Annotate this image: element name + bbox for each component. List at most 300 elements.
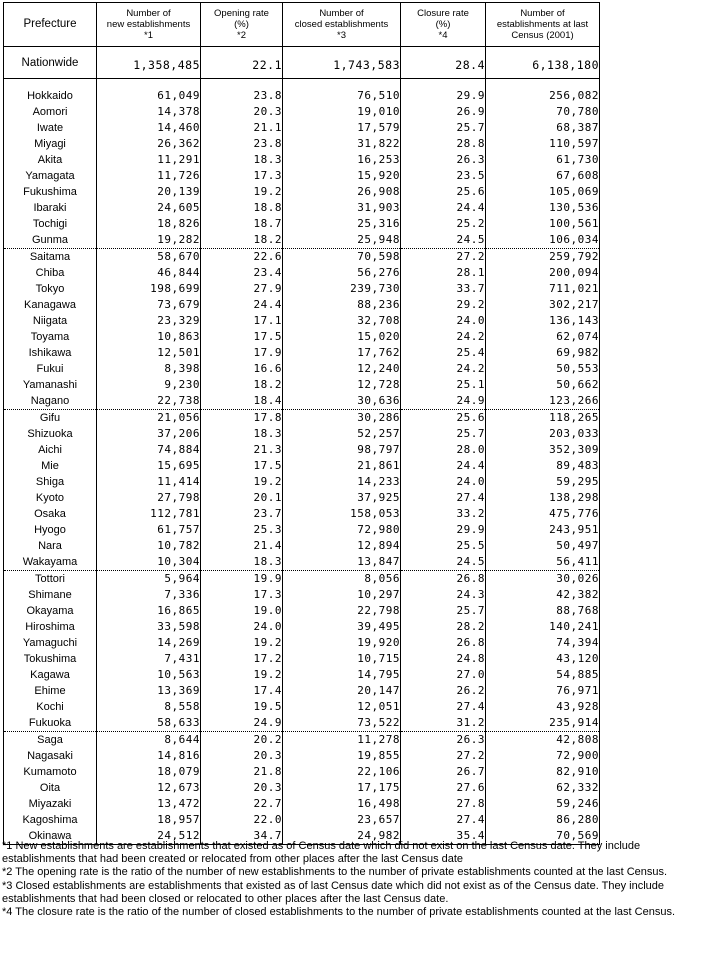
closed-establishments-cell: 12,240 [283, 361, 401, 377]
new-establishments-cell: 14,378 [97, 104, 201, 120]
prefecture-name-cell: Tochigi [4, 216, 97, 232]
last-census-cell: 43,120 [486, 651, 600, 667]
prefecture-name-cell: Kanagawa [4, 297, 97, 313]
last-census-cell: 110,597 [486, 136, 600, 152]
prefecture-name-cell: Kumamoto [4, 764, 97, 780]
nationwide-row [4, 47, 600, 79]
table-row [4, 104, 600, 120]
opening-rate-cell: 17.3 [201, 587, 283, 603]
prefecture-name-cell: Ishikawa [4, 345, 97, 361]
closure-rate-cell: 28.2 [401, 619, 486, 635]
last-census-cell: 72,900 [486, 748, 600, 764]
last-census-cell: 200,094 [486, 265, 600, 281]
last-census-cell: 74,394 [486, 635, 600, 651]
closed-establishments-cell: 12,894 [283, 538, 401, 554]
opening-rate-cell: 20.1 [201, 490, 283, 506]
prefecture-name-cell: Miyagi [4, 136, 97, 152]
opening-rate-cell: 25.3 [201, 522, 283, 538]
footnote-3: *3 Closed establishments are establishments that existed as of last Census date which did not exist as of the Census date. They include establishments that had been closed or relocated to other places after the last Census date. [2, 879, 664, 905]
table-row [4, 442, 600, 458]
header-new-establishments [97, 3, 201, 47]
opening-rate-cell: 20.3 [201, 748, 283, 764]
header-line: Number of [126, 8, 171, 19]
closed-establishments-cell: 76,510 [283, 88, 401, 104]
prefecture-name-cell: Chiba [4, 265, 97, 281]
last-census-cell: 88,768 [486, 603, 600, 619]
new-establishments-cell: 16,865 [97, 603, 201, 619]
table-row [4, 522, 600, 538]
closure-rate-cell: 25.2 [401, 216, 486, 232]
last-census-cell: 56,411 [486, 554, 600, 571]
last-census-cell: 123,266 [486, 393, 600, 410]
prefecture-name-cell: Gifu [4, 410, 97, 427]
table-row [4, 635, 600, 651]
closure-rate-cell: 25.4 [401, 345, 486, 361]
header-line: Number of [520, 8, 565, 19]
last-census-cell: 67,608 [486, 168, 600, 184]
new-establishments-cell: 73,679 [97, 297, 201, 313]
opening-rate-cell: 20.3 [201, 780, 283, 796]
opening-rate-cell: 24.4 [201, 297, 283, 313]
closure-rate-cell: 26.2 [401, 683, 486, 699]
last-census-cell: 61,730 [486, 152, 600, 168]
closed-establishments-cell: 56,276 [283, 265, 401, 281]
prefecture-name-cell: Kyoto [4, 490, 97, 506]
closure-rate-cell: 29.9 [401, 88, 486, 104]
closure-rate-cell: 31.2 [401, 715, 486, 732]
prefecture-name-cell: Osaka [4, 506, 97, 522]
closure-rate-cell: 27.2 [401, 748, 486, 764]
closed-establishments-cell: 15,020 [283, 329, 401, 345]
closure-rate-cell: 33.7 [401, 281, 486, 297]
last-census-cell: 140,241 [486, 619, 600, 635]
opening-rate-cell: 22.7 [201, 796, 283, 812]
new-establishments-cell: 11,291 [97, 152, 201, 168]
closure-rate-cell: 23.5 [401, 168, 486, 184]
new-establishments-cell: 61,757 [97, 522, 201, 538]
last-census-cell: 243,951 [486, 522, 600, 538]
closed-establishments-cell: 23,657 [283, 812, 401, 828]
closed-establishments-cell: 158,053 [283, 506, 401, 522]
closure-rate-cell: 24.9 [401, 393, 486, 410]
new-establishments-cell: 19,282 [97, 232, 201, 249]
prefecture-name-cell: Saga [4, 732, 97, 749]
new-establishments-cell: 18,826 [97, 216, 201, 232]
last-census-cell: 106,034 [486, 232, 600, 249]
prefecture-name-cell: Miyazaki [4, 796, 97, 812]
opening-rate-cell: 18.4 [201, 393, 283, 410]
closed-establishments-cell: 13,847 [283, 554, 401, 571]
last-census-cell: 50,497 [486, 538, 600, 554]
opening-rate-cell: 18.2 [201, 232, 283, 249]
closed-establishments-cell: 17,579 [283, 120, 401, 136]
last-census-cell: 50,662 [486, 377, 600, 393]
closure-rate-cell: 25.1 [401, 377, 486, 393]
closed-establishments-cell: 22,106 [283, 764, 401, 780]
table-row [4, 184, 600, 200]
last-census-cell: 70,569 [486, 828, 600, 845]
header-line: *2 [237, 30, 246, 41]
last-census-cell: 70,780 [486, 104, 600, 120]
table-row [4, 281, 600, 297]
table-row [4, 377, 600, 393]
closure-rate-cell: 24.8 [401, 651, 486, 667]
closure-rate-cell: 27.6 [401, 780, 486, 796]
closed-establishments-cell: 17,762 [283, 345, 401, 361]
opening-rate-cell: 17.1 [201, 313, 283, 329]
new-establishments-cell: 8,644 [97, 732, 201, 749]
last-census-cell: 235,914 [486, 715, 600, 732]
prefecture-name-cell: Kagawa [4, 667, 97, 683]
prefecture-name-cell: Gunma [4, 232, 97, 249]
new-establishments-cell: 20,139 [97, 184, 201, 200]
closure-rate-cell: 24.3 [401, 587, 486, 603]
opening-rate-cell: 19.2 [201, 667, 283, 683]
new-establishments-cell: 18,957 [97, 812, 201, 828]
nationwide-label: Nationwide [4, 47, 97, 79]
table-row [4, 313, 600, 329]
closure-rate-cell: 24.5 [401, 554, 486, 571]
new-establishments-cell: 74,884 [97, 442, 201, 458]
table-row [4, 715, 600, 732]
closure-rate-cell: 26.8 [401, 571, 486, 588]
closure-rate-cell: 26.9 [401, 104, 486, 120]
table-row [4, 168, 600, 184]
opening-rate-cell: 17.5 [201, 458, 283, 474]
closure-rate-cell: 25.7 [401, 120, 486, 136]
table-row [4, 603, 600, 619]
new-establishments-cell: 21,056 [97, 410, 201, 427]
last-census-cell: 82,910 [486, 764, 600, 780]
prefecture-name-cell: Shimane [4, 587, 97, 603]
table-row [4, 554, 600, 571]
prefecture-name-cell: Shiga [4, 474, 97, 490]
last-census-cell: 42,808 [486, 732, 600, 749]
nationwide-new: 1,358,485 [97, 47, 201, 79]
closure-rate-cell: 28.1 [401, 265, 486, 281]
table-row [4, 699, 600, 715]
new-establishments-cell: 10,782 [97, 538, 201, 554]
prefecture-name-cell: Kochi [4, 699, 97, 715]
new-establishments-cell: 198,699 [97, 281, 201, 297]
table-row [4, 538, 600, 554]
opening-rate-cell: 18.2 [201, 377, 283, 393]
closed-establishments-cell: 239,730 [283, 281, 401, 297]
table-row [4, 619, 600, 635]
closed-establishments-cell: 30,636 [283, 393, 401, 410]
opening-rate-cell: 34.7 [201, 828, 283, 845]
header-line: new establishments [106, 19, 191, 30]
opening-rate-cell: 18.3 [201, 426, 283, 442]
opening-rate-cell: 21.4 [201, 538, 283, 554]
header-closed-establishments [283, 3, 401, 47]
table-row [4, 587, 600, 603]
closed-establishments-cell: 26,908 [283, 184, 401, 200]
opening-rate-cell: 19.0 [201, 603, 283, 619]
closure-rate-cell: 24.4 [401, 458, 486, 474]
new-establishments-cell: 23,329 [97, 313, 201, 329]
last-census-cell: 50,553 [486, 361, 600, 377]
last-census-cell: 302,217 [486, 297, 600, 313]
opening-rate-cell: 19.5 [201, 699, 283, 715]
prefecture-name-cell: Iwate [4, 120, 97, 136]
header-line: (%) [234, 19, 249, 30]
closure-rate-cell: 24.2 [401, 329, 486, 345]
opening-rate-cell: 24.0 [201, 619, 283, 635]
table-row [4, 571, 600, 588]
nationwide-last-census: 6,138,180 [486, 47, 600, 79]
new-establishments-cell: 13,369 [97, 683, 201, 699]
closed-establishments-cell: 31,903 [283, 200, 401, 216]
closed-establishments-cell: 10,715 [283, 651, 401, 667]
header-last-census [486, 3, 600, 47]
last-census-cell: 62,074 [486, 329, 600, 345]
header-opening-rate [201, 3, 283, 47]
header-line: Number of [319, 8, 364, 19]
prefecture-name-cell: Oita [4, 780, 97, 796]
last-census-cell: 136,143 [486, 313, 600, 329]
opening-rate-cell: 20.2 [201, 732, 283, 749]
prefecture-name-cell: Mie [4, 458, 97, 474]
prefecture-name-cell: Fukushima [4, 184, 97, 200]
header-line: establishments at last [496, 19, 589, 30]
closure-rate-cell: 28.0 [401, 442, 486, 458]
nationwide-closure-rate: 28.4 [401, 47, 486, 79]
table-row [4, 748, 600, 764]
last-census-cell: 86,280 [486, 812, 600, 828]
table-row [4, 426, 600, 442]
new-establishments-cell: 33,598 [97, 619, 201, 635]
prefecture-name-cell: Hiroshima [4, 619, 97, 635]
header-line: Closure rate [417, 8, 469, 19]
prefecture-name-cell: Tottori [4, 571, 97, 588]
last-census-cell: 76,971 [486, 683, 600, 699]
opening-rate-cell: 17.3 [201, 168, 283, 184]
prefecture-name-cell: Ehime [4, 683, 97, 699]
prefecture-name-cell: Wakayama [4, 554, 97, 571]
opening-rate-cell: 17.5 [201, 329, 283, 345]
closure-rate-cell: 35.4 [401, 828, 486, 845]
closure-rate-cell: 25.7 [401, 603, 486, 619]
closed-establishments-cell: 72,980 [283, 522, 401, 538]
last-census-cell: 89,483 [486, 458, 600, 474]
new-establishments-cell: 26,362 [97, 136, 201, 152]
new-establishments-cell: 58,633 [97, 715, 201, 732]
closure-rate-cell: 26.8 [401, 635, 486, 651]
header-line: *4 [438, 30, 448, 41]
prefecture-name-cell: Niigata [4, 313, 97, 329]
spacer-row [4, 79, 600, 89]
closure-rate-cell: 25.6 [401, 184, 486, 200]
closed-establishments-cell: 25,948 [283, 232, 401, 249]
prefecture-name-cell: Hokkaido [4, 88, 97, 104]
new-establishments-cell: 24,605 [97, 200, 201, 216]
last-census-cell: 30,026 [486, 571, 600, 588]
table-row [4, 732, 600, 749]
opening-rate-cell: 18.8 [201, 200, 283, 216]
table-row [4, 265, 600, 281]
header-line: (%) [435, 19, 451, 30]
header-closure-rate [401, 3, 486, 47]
last-census-cell: 105,069 [486, 184, 600, 200]
footnotes [2, 840, 710, 919]
closed-establishments-cell: 37,925 [283, 490, 401, 506]
footnote-2: *2 The opening rate is the ratio of the number of new establishments to the number of private establishments counted at the last Census. [2, 866, 668, 879]
table-row [4, 683, 600, 699]
table-row [4, 200, 600, 216]
opening-rate-cell: 27.9 [201, 281, 283, 297]
new-establishments-cell: 9,230 [97, 377, 201, 393]
opening-rate-cell: 18.3 [201, 554, 283, 571]
new-establishments-cell: 46,844 [97, 265, 201, 281]
new-establishments-cell: 58,670 [97, 249, 201, 266]
prefecture-name-cell: Nara [4, 538, 97, 554]
closed-establishments-cell: 22,798 [283, 603, 401, 619]
table-row [4, 474, 600, 490]
closed-establishments-cell: 24,982 [283, 828, 401, 845]
opening-rate-cell: 17.2 [201, 651, 283, 667]
opening-rate-cell: 17.4 [201, 683, 283, 699]
new-establishments-cell: 15,695 [97, 458, 201, 474]
prefecture-name-cell: Saitama [4, 249, 97, 266]
table-row [4, 458, 600, 474]
new-establishments-cell: 8,558 [97, 699, 201, 715]
opening-rate-cell: 23.7 [201, 506, 283, 522]
table-row [4, 329, 600, 345]
closure-rate-cell: 29.9 [401, 522, 486, 538]
table-row [4, 764, 600, 780]
prefecture-name-cell: Aomori [4, 104, 97, 120]
footnote-4: *4 The closure rate is the ratio of the number of closed establishments to the number of private establishments counted at the last Census. [2, 906, 675, 919]
closed-establishments-cell: 14,795 [283, 667, 401, 683]
closed-establishments-cell: 20,147 [283, 683, 401, 699]
last-census-cell: 62,332 [486, 780, 600, 796]
prefecture-name-cell: Nagasaki [4, 748, 97, 764]
header-line: closed establishments [294, 19, 389, 30]
new-establishments-cell: 37,206 [97, 426, 201, 442]
closure-rate-cell: 27.4 [401, 812, 486, 828]
new-establishments-cell: 14,269 [97, 635, 201, 651]
closed-establishments-cell: 25,316 [283, 216, 401, 232]
last-census-cell: 352,309 [486, 442, 600, 458]
new-establishments-cell: 14,816 [97, 748, 201, 764]
header-row [4, 3, 600, 47]
opening-rate-cell: 18.7 [201, 216, 283, 232]
closed-establishments-cell: 8,056 [283, 571, 401, 588]
new-establishments-cell: 18,079 [97, 764, 201, 780]
prefecture-name-cell: Ibaraki [4, 200, 97, 216]
prefecture-name-cell: Nagano [4, 393, 97, 410]
new-establishments-cell: 27,798 [97, 490, 201, 506]
prefecture-name-cell: Okinawa [4, 828, 97, 845]
closure-rate-cell: 27.0 [401, 667, 486, 683]
new-establishments-cell: 61,049 [97, 88, 201, 104]
new-establishments-cell: 12,673 [97, 780, 201, 796]
new-establishments-cell: 24,512 [97, 828, 201, 845]
new-establishments-cell: 5,964 [97, 571, 201, 588]
prefecture-name-cell: Yamanashi [4, 377, 97, 393]
closed-establishments-cell: 17,175 [283, 780, 401, 796]
last-census-cell: 43,928 [486, 699, 600, 715]
prefecture-name-cell: Yamagata [4, 168, 97, 184]
new-establishments-cell: 8,398 [97, 361, 201, 377]
closure-rate-cell: 24.0 [401, 474, 486, 490]
last-census-cell: 59,246 [486, 796, 600, 812]
new-establishments-cell: 11,414 [97, 474, 201, 490]
opening-rate-cell: 23.4 [201, 265, 283, 281]
establishments-table [3, 2, 600, 845]
table-row [4, 490, 600, 506]
prefecture-name-cell: Shizuoka [4, 426, 97, 442]
closure-rate-cell: 24.4 [401, 200, 486, 216]
opening-rate-cell: 24.9 [201, 715, 283, 732]
opening-rate-cell: 17.8 [201, 410, 283, 427]
closed-establishments-cell: 12,051 [283, 699, 401, 715]
last-census-cell: 259,792 [486, 249, 600, 266]
table-row [4, 796, 600, 812]
new-establishments-cell: 12,501 [97, 345, 201, 361]
closed-establishments-cell: 30,286 [283, 410, 401, 427]
table-row [4, 120, 600, 136]
closed-establishments-cell: 16,253 [283, 152, 401, 168]
closure-rate-cell: 26.3 [401, 732, 486, 749]
header-line: *3 [337, 30, 346, 41]
closure-rate-cell: 28.8 [401, 136, 486, 152]
last-census-cell: 138,298 [486, 490, 600, 506]
prefecture-name-cell: Tokyo [4, 281, 97, 297]
prefecture-name-cell: Okayama [4, 603, 97, 619]
nationwide-closed: 1,743,583 [283, 47, 401, 79]
opening-rate-cell: 17.9 [201, 345, 283, 361]
prefecture-name-cell: Tokushima [4, 651, 97, 667]
last-census-cell: 68,387 [486, 120, 600, 136]
last-census-cell: 711,021 [486, 281, 600, 297]
closed-establishments-cell: 98,797 [283, 442, 401, 458]
closed-establishments-cell: 88,236 [283, 297, 401, 313]
last-census-cell: 100,561 [486, 216, 600, 232]
prefecture-name-cell: Kagoshima [4, 812, 97, 828]
closed-establishments-cell: 70,598 [283, 249, 401, 266]
closure-rate-cell: 24.2 [401, 361, 486, 377]
table-row [4, 393, 600, 410]
opening-rate-cell: 19.2 [201, 635, 283, 651]
new-establishments-cell: 7,431 [97, 651, 201, 667]
last-census-cell: 475,776 [486, 506, 600, 522]
closure-rate-cell: 25.6 [401, 410, 486, 427]
nationwide-opening-rate: 22.1 [201, 47, 283, 79]
table-row [4, 136, 600, 152]
closed-establishments-cell: 19,010 [283, 104, 401, 120]
last-census-cell: 203,033 [486, 426, 600, 442]
closure-rate-cell: 24.0 [401, 313, 486, 329]
last-census-cell: 54,885 [486, 667, 600, 683]
table-row [4, 297, 600, 313]
table-row [4, 216, 600, 232]
opening-rate-cell: 23.8 [201, 136, 283, 152]
header-line: *1 [144, 30, 153, 41]
prefecture-name-cell: Fukuoka [4, 715, 97, 732]
closed-establishments-cell: 39,495 [283, 619, 401, 635]
last-census-cell: 130,536 [486, 200, 600, 216]
new-establishments-cell: 14,460 [97, 120, 201, 136]
new-establishments-cell: 10,863 [97, 329, 201, 345]
closure-rate-cell: 27.4 [401, 699, 486, 715]
closed-establishments-cell: 19,920 [283, 635, 401, 651]
closed-establishments-cell: 73,522 [283, 715, 401, 732]
closed-establishments-cell: 32,708 [283, 313, 401, 329]
closed-establishments-cell: 14,233 [283, 474, 401, 490]
last-census-cell: 256,082 [486, 88, 600, 104]
